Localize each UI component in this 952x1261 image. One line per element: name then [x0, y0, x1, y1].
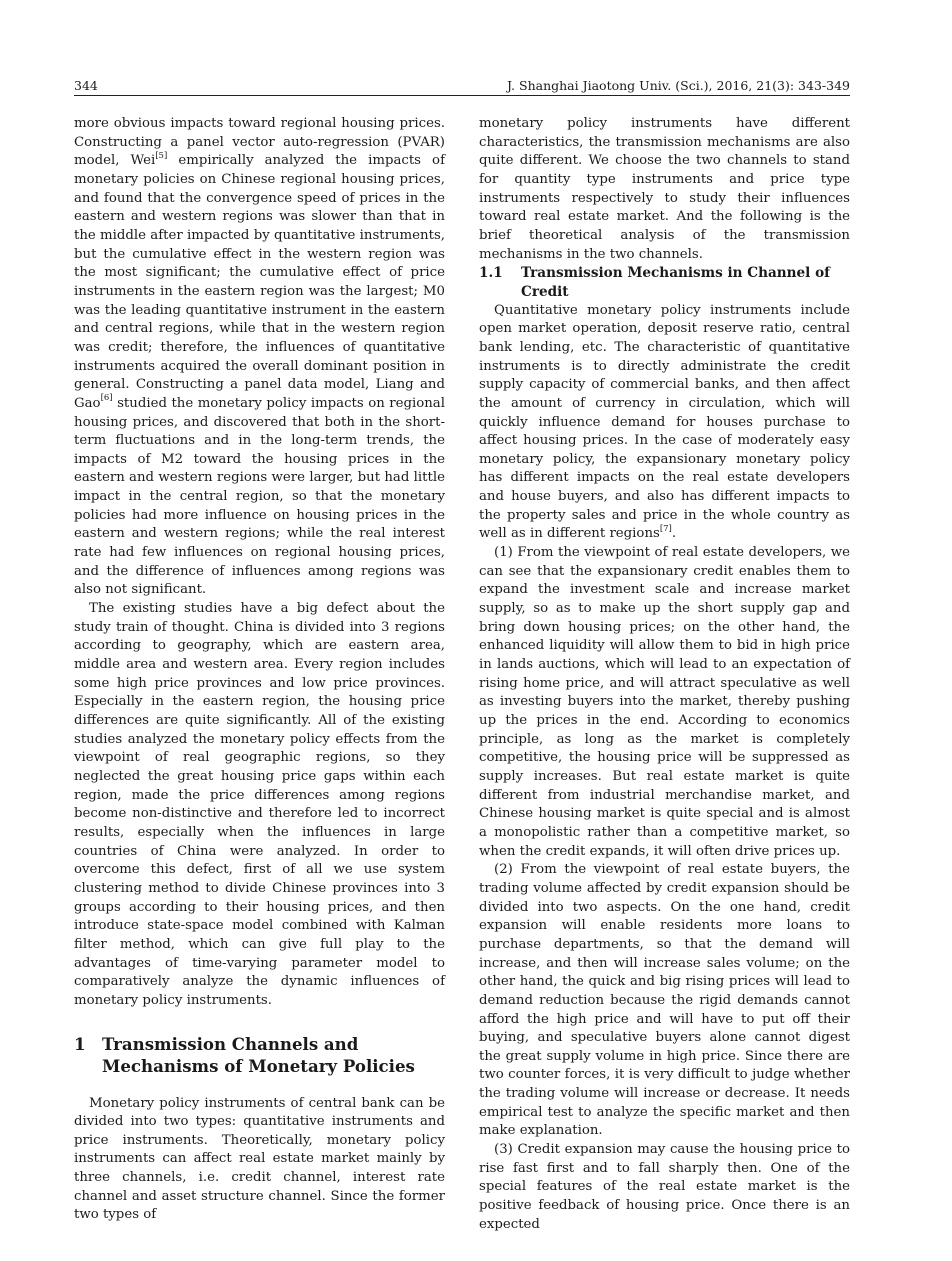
paragraph: monetary policy instruments have different characteristics, the transmission mechanisms are also quite different. We choose the two channels to stand for quantity type instruments and price type instruments respectively to study their influences toward real estate market. And the following is the brief theoretical analysis of the transmission mechanisms in the two channels.: [479, 116, 850, 262]
right-column: [479, 115, 850, 1234]
section-number: 1: [74, 1033, 86, 1054]
paragraph: Monetary policy instruments of central bank can be divided into two types: quantitative instruments and price instruments. Theoretically, monetary policy instruments can affect real estate market mainly by three channels, i.e. credit channel, interest rate channel and asset structure channel. Since the former two types of: [74, 1095, 445, 1223]
left-column: [74, 115, 445, 1225]
paragraph-text: .: [671, 526, 677, 542]
citation-ref: [5]: [155, 150, 168, 161]
paragraph: (1) From the viewpoint of real estate developers, we can see that the expansionary credit enables them to expand the investment scale and increase market supply, so as to make up the short supply gap and bring down housing prices; on the other hand, the enhanced liquidity will allow them to bid in high price in lands auctions, which will lead to an expectation of rising home price, and will attract speculative as well as investing buyers into the market, thereby pushing up the prices in the end. According to economics principle, as long as the market is completely competitive, the housing price will be suppressed as supply increases. But real estate market is quite different from industrial merchandise market, and Chinese housing market is quite special and is almost a monopolistic rather than a competitive market, so when the credit expands, it will often drive prices up.: [479, 545, 850, 859]
paragraph: (3) Credit expansion may cause the housing price to rise fast first and to fall sharply then. One of the special features of the real estate market is the positive feedback of housing price. Once there is an expected: [479, 1142, 850, 1232]
paragraph: The existing studies have a big defect about the study train of thought. China is divided into 3 regions according to geography, which are eastern area, middle area and western area. Every region includes some high price provinces and low price provinces. Especially in the eastern region, the housing price differences are quite significantly. All of the existing studies analyzed the monetary policy effects from the viewpoint of real geographic regions, so they neglected the great housing price gaps within each region, made the price differences among regions become non-distinctive and therefore led to incorrect results, especially when the influences in large countries of China were analyzed. In order to overcome this defect, first of all we use system clustering method to divide Chinese provinces into 3 groups according to their housing prices, and then introduce state-space model combined with Kalman filter method, which can give full play to the advantages of time-varying parameter model to comparatively analyze the dynamic influences of monetary policy instruments.: [74, 601, 445, 1008]
paragraph: [479, 302, 850, 545]
paragraph-text: empirically analyzed the impacts of monetary policies on Chinese regional housing prices, and found that the convergence speed of prices in the eastern and western regions was slower than that in the middle after impacted by quantitative instruments, but the cumulative effect in the western region was the most significant; the cumulative effect of price instruments in the eastern region was the largest; M0 was the leading quantitative instrument in the eastern and central regions, while that in the western region was credit; therefore, the influences of quantitative instruments acquired the overall dominant position in general. Constructing a panel data model, Liang and Gao: [74, 153, 445, 411]
paragraph-text: studied the monetary policy impacts on regional housing prices, and discovered that both in the short-term fluctuations and in the long-term trends, the impacts of M2 toward the housing prices in the eastern and western regions were larger, but had little impact in the central region, so that the monetary policies had more influence on housing prices in the eastern and western regions; while the real interest rate had few influences on regional housing prices, and the difference of influences among regions was also not significant.: [74, 395, 445, 598]
paragraph: [74, 115, 445, 600]
running-header: [74, 75, 850, 96]
journal-citation: J. Shanghai Jiaotong Univ. (Sci.), 2016, 21(3): 343-349: [507, 78, 850, 93]
citation-ref: [6]: [100, 393, 113, 404]
subsection-heading: [479, 264, 850, 301]
subsection-title: Transmission Mechanisms in Channel of Credit: [521, 265, 830, 300]
paragraph-text: Quantitative monetary policy instruments include open market operation, deposit reserve ratio, central bank lending, etc. The characteristic of quantitative instruments is to directly administrate the credit supply capacity of commercial banks, and then affect the amount of currency in circulation, which will quickly influence demand for houses purchase to affect housing prices. In the case of moderately easy monetary policy, the expansionary monetary policy has different impacts on the real estate developers and house buyers, and also has different impacts to the property sales and price in the whole country as well as in different regions: [479, 302, 850, 542]
section-heading: [74, 1033, 445, 1077]
subsection-number: 1.1: [479, 265, 503, 282]
section-title: Transmission Channels and Mechanisms of Monetary Policies: [102, 1033, 415, 1076]
paragraph: (2) From the viewpoint of real estate buyers, the trading volume affected by credit expansion should be divided into two aspects. On the one hand, credit expansion will enable residents more loans to purchase departments, so that the demand will increase, and then will increase sales volume; on the other hand, the quick and big rising prices will lead to demand reduction because the rigid demands cannot afford the high price and will have to put off their buying, and speculative buyers alone cannot digest the great supply volume in high price. Since there are two counter forces, it is very difficult to judge whether the trading volume will increase or decrease. It needs empirical test to analyze the specific market and then make explanation.: [479, 862, 850, 1139]
citation-ref: [7]: [659, 524, 672, 535]
paragraph-text: more obvious impacts toward regional housing prices. Constructing a panel vector auto-regression (PVAR) model, Wei: [74, 116, 445, 169]
page-number: 344: [74, 78, 98, 93]
